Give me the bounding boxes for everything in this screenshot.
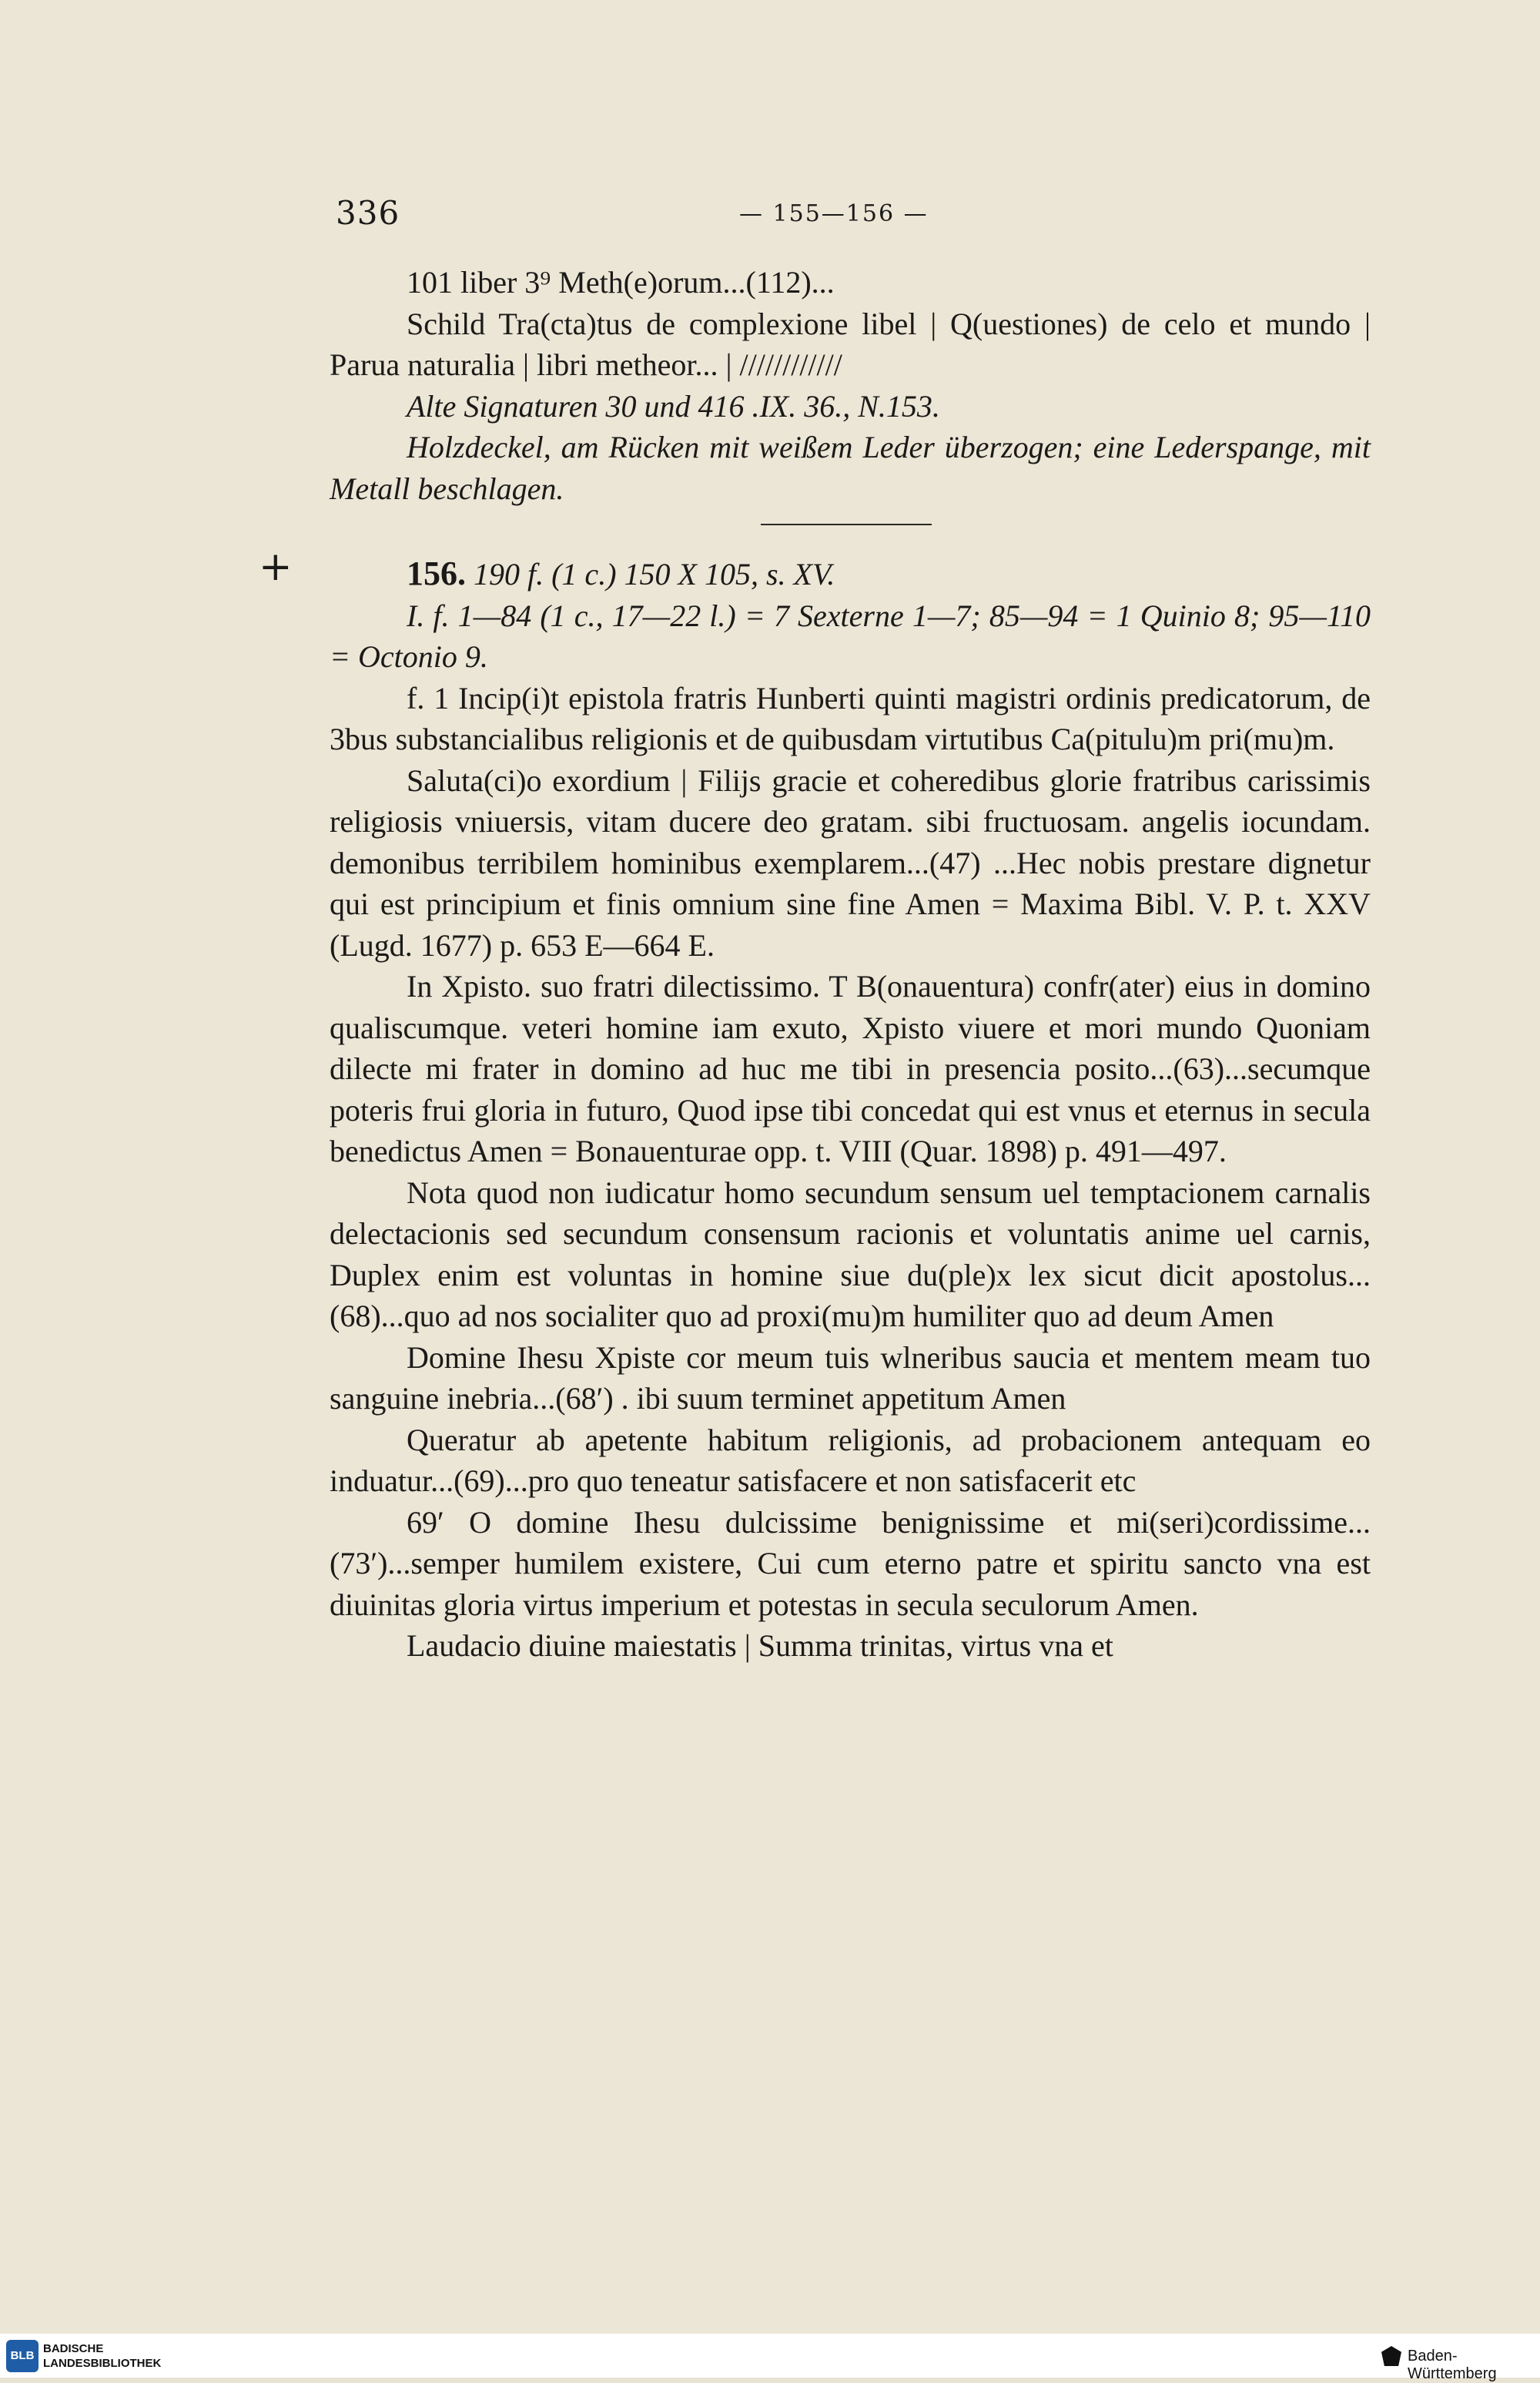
entry-155-line-2-text: Schild Tra(cta)tus de complexione libel | Q(uestiones) de celo et mundo | Parua naturalia | libri metheor... | //////////// — [330, 306, 1371, 382]
entry-156-paragraph-1: f. 1 Incip(i)t epistola fratris Hunberti quinti magistri ordinis predicatorum, de 3bus substancialibus religionis et de quibusdam virtutibus Ca(pitulu)m pri(mu)m. — [330, 680, 1371, 756]
entry-156-paragraph-2: Saluta(ci)o exordium | Filijs gracie et coheredibus glorie fratribus carissimis religiosis vniuersis, vitam ducere deo gratam. sibi fructuosam. angelis iocundam. demonibus terribilem hominibus exemplarem...(47) ...Hec nobis prestare dignetur qui est principium et finis omnium sine fine Amen = Maxima Bibl. V. P. t. XXV (Lugd. 1677) p. 653 E—664 E. — [330, 762, 1371, 963]
viewer-footer — [0, 2334, 1540, 2382]
entry-156-paragraph-8: Laudacio diuine maiestatis | Summa trinitas, virtus vna et — [407, 1628, 1113, 1663]
entry-155-continuation — [330, 262, 1371, 509]
entry-155-binding — [330, 427, 1371, 509]
entry-155-signatures-text: Alte Signaturen 30 und 416 .IX. 36., N.153. — [407, 388, 940, 424]
library-name-line-1: BADISCHE — [43, 2342, 104, 2355]
entry-156-heading — [330, 553, 1371, 595]
entry-155-binding-text: Holzdeckel, am Rücken mit weißem Leder überzogen; eine Lederspange, mit Metall beschlagen. — [330, 430, 1371, 506]
library-name-line-2: LANDESBIBLIOTHEK — [43, 2357, 162, 2370]
entry-156-paragraph-5: Domine Ihesu Xpiste cor meum tuis wlneribus saucia et mentem meam tuo sanguine inebria...(68′) . ibi suum terminet appetitum Amen — [330, 1339, 1371, 1416]
entry-156-paragraph-3: In Xpisto. suo fratri dilectissimo. T B(onauentura) confr(ater) eius in domino qualiscumque. veteri homine iam exuto, Xpisto viuere et mori mundo Quoniam dilecte mi frater in domino ad huc me tibi in presencia posito...(63)...secumque poteris frui gloria in futuro, Quod ipse tibi concedat qui est vnus et eternus in secula benedictus Amen = Bonauenturae opp. t. VIII (Quar. 1898) p. 491—497. — [330, 969, 1371, 1168]
entry-156-collation — [330, 595, 1371, 678]
blb-logo-icon[interactable]: BLB — [6, 2340, 38, 2372]
entry-155-line-2 — [330, 303, 1371, 386]
running-head: — 155—156 — — [739, 200, 929, 227]
entry-156 — [330, 553, 1371, 1667]
entry-156-number: 156. — [407, 555, 466, 592]
coat-of-arms-icon — [1381, 2346, 1401, 2366]
entry-155-line-1: 101 liber 3⁹ Meth(e)orum...(112)... — [407, 265, 835, 300]
entry-155-signatures — [330, 386, 1371, 427]
margin-plus-mark: + — [259, 544, 293, 590]
entry-156-paragraph-6: Queratur ab apetente habitum religionis, ad probacionem antequam eo induatur...(69)...pro quo teneatur satisfacere et non satisfacerit etc — [330, 1422, 1371, 1498]
library-name[interactable] — [43, 2341, 161, 2371]
entry-156-paragraph-7: 69′ O domine Ihesu dulcissime benignissime et mi(seri)cordissime... (73′)...semper humilem existere, Cui cum eterno patre et spiritu sancto vna est diuinitas gloria virtus imperium et potestas in secula seculorum Amen. — [330, 1504, 1371, 1622]
entry-156-header: 190 f. (1 c.) 150 X 105, s. XV. — [474, 557, 835, 592]
section-divider — [761, 524, 932, 525]
page-number: 336 — [336, 194, 400, 232]
entry-156-collation-text: I. f. 1—84 (1 c., 17—22 l.) = 7 Sexterne 1—7; 85—94 = 1 Quinio 8; 95—110 = Octonio 9. — [330, 598, 1371, 674]
state-label[interactable]: Baden-Württemberg — [1408, 2348, 1497, 2382]
entry-156-paragraph-4: Nota quod non iudicatur homo secundum sensum uel temptacionem carnalis delectacionis sed secundum consensum racionis et voluntatis anime uel carnis, Duplex enim est voluntas in homine siue du(ple)x lex sicut dicit apostolus...(68)...quo ad nos socialiter quo ad proxi(mu)m humiliter quo ad deum Amen — [330, 1175, 1371, 1333]
